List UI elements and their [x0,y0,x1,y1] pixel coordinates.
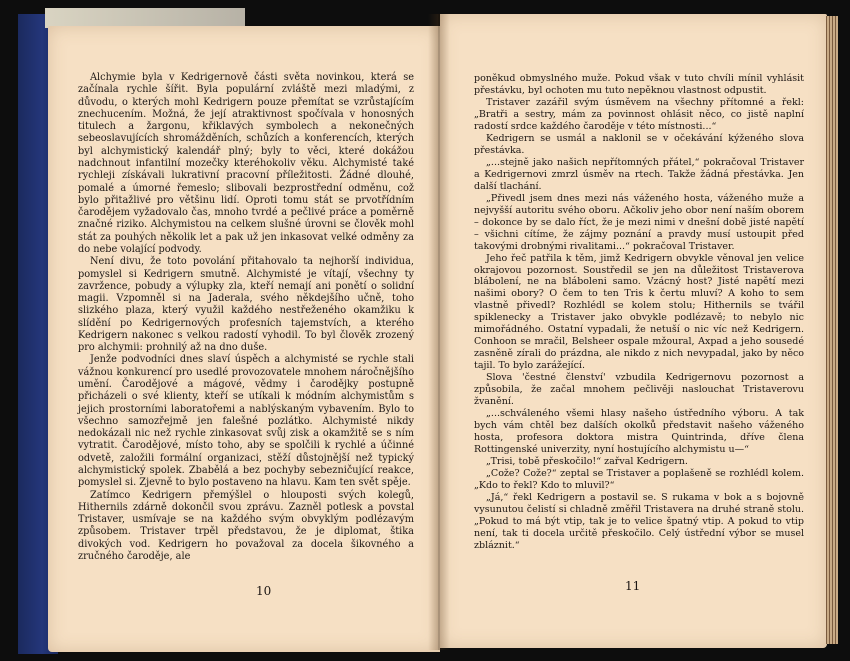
paragraph: Jenže podvodníci dnes slaví úspěch a alchymisté se rychle stali vážnou konkurencí pro usedlé provozovatele mnohem náročnějšího umění. Čarodějové a mágové, vědmy i čarodějky postupně přicházeli o své klienty, kteří se utíkali k módním alchymistům s jejich prostorními laboratořemi a nablýskaným vybavením. Bylo to všechno samozřejmě jen falešné pozlátko. Alchymisté nikdy nedokázali nic než rychle zinkasovat svůj zisk a okamžitě se s ním vytratit. Čarodějové, místo toho, aby se spolčili k rychlé a účinné odvetě, založili formální organizaci, stěží důstojnější než typický alchymistický spolek. Zbabělá a bez pochyby sebezničující reakce, pomyslel si. Zjevně to bylo postaveno na hlavu. Kam ten svět spěje. [78,354,414,489]
paragraph: Kedrigern se usmál a naklonil se v očekávání kýženého slova přestávka. [474,132,804,156]
paragraph: „...schváleného všemi hlasy našeho ústředního výboru. A tak bych vám chtěl bez dalších okolků představit našeho váženého hosta, profesora doktora mistra Quintrinda, dříve člena Rottingenské univerzity, nyní hostujícího alchymistu u—“ [474,408,804,456]
paragraph: poněkud obmyslného muže. Pokud však v tuto chvíli mínil vyhlásit přestávku, byl ochoten mu tuto nepěknou vlastnost odpustit. [474,73,804,96]
paragraph: Alchymie byla v Kedrigernově části světa novinkou, která se začínala rychle šířit. Byla populární zvláště mezi mladými, z důvodu, o kterých mohl Kedrigern pouze přemítat se vzrůstajícím znechucením. Možná, že její atraktivnost spočívala v honosných titulech a žargonu, křiklavých symbolech a nekonečných sebeoslavujících shromážděních, schůzích a konferencích, kterých byl alchymistický kalendář plný; byly to věci, které dokážou nadchnout infantilní mozečky kteréhokoliv věku. Alchymisté také rychleji získávali lukrativní pracovní příležitosti. Žádné dlouhé, pomalé a úmorné řemeslo; slibovali bezprostřední odměnu, což bylo přitažlivé pro většinu lidí. Oproti tomu stát se prvotřídním čarodějem vyžadovalo čas, mnoho tvrdé a pečlivé práce a poměrně značné riziko. Alchymistou na celkem slušné úrovni se člověk mohl stát za pouhých několik let a pak už jen inkasovat velké odměny za do nebe volající podvody. [78,72,414,255]
paragraph: Tristaver zazářil svým úsměvem na všechny přítomné a řekl: „Bratři a sestry, mám za povinnost ohlásit něco, co jistě naplní radostí srdce každého čaroděje v této místnosti...“ [474,96,804,132]
book-cover-top-edge [45,8,245,28]
page-number-right: 11 [625,579,641,593]
right-page-text [474,73,804,552]
paragraph: „Cože? Cože?“ zeptal se Tristaver a poplašeně se rozhlédl kolem. „Kdo to řekl? Kdo to mluvil?“ [474,467,804,491]
book-gutter [428,14,450,650]
left-page-text [78,72,414,563]
page-number-left: 10 [256,584,272,598]
paragraph: Slova 'čestné členství' vzbudila Kedrigernovu pozornost a způsobila, že začal mnohem pečlivěji naslouchat Tristaverovu žvanění. [474,372,804,408]
paragraph: „Trisi, tobě přeskočilo!“ zařval Kedrigern. [486,456,688,467]
page-edges [826,16,838,644]
paragraph: „Já,“ řekl Kedrigern a postavil se. S rukama v bok a s bojovně vysunutou čelistí si chladně změřil Tristavera na druhé straně stolu. „Pokud to má být vtip, tak je to velice špatný vtip. A pokud to vtip není, tak ti docela určitě přeskočilo. Celý ústřední výbor se musel zbláznit.“ [474,491,804,551]
paragraph: „Přivedl jsem dnes mezi nás váženého hosta, váženého muže a nejvyšší autoritu svého oboru. Ačkoliv jeho obor není naším oborem – dokonce by se dalo říct, že je mezi nimi v dnešní době jisté napětí – všichni cítíme, že zájmy poznání a pravdy musí ustoupit před takovými drobnými rivalitami...“ pokračoval Tristaver. [474,192,804,252]
paragraph: Není divu, že toto povolání přitahovalo ta nejhorší individua, pomyslel si Kedrigern smutně. Alchymisté je vítají, všechny ty zavržence, pobudy a výlupky zla, kteří nemají ani ponětí o solidní magii. Vzpomněl si na Jaderala, svého někdejšího učně, toho slizkého plaza, který využil každého nestřeženého okamžiku k slídění po Kedrigernových profesních tajemstvích, a kterého Kedrigern nakonec s velkou radostí vyhodil. To byl člověk zrozený pro alchymii: prohnilý až na dno duše. [78,256,414,354]
paragraph: Jeho řeč patřila k těm, jimž Kedrigern obvykle věnoval jen velice okrajovou pozornost. Soustředil se jen na důležitost Tristaverova blábolení, ne na bláboleni samo. Vzácný host? Jisté napětí mezi našimi obory? O čem to ten Tris k čertu mluví? A koho to sem vlastně přivedl? Rozhlédl se kolem stolu; Hithernils se tvářil spiklenecky a Tristaver jako obvykle podlézavě; to nebylo nic mimořádného. Ostatní vypadali, že netuší o nic víc než Kedrigern. Conhoon se mračil, Belsheer ospale mžoural, Axpad a jeho sousedé zasněně zírali do prázdna, ale nikdo z nich nevypadal, jako by něco tajil. To bylo zarážející. [474,252,804,372]
paragraph: „...stejně jako našich nepřítomných přátel,“ pokračoval Tristaver a Kedrigernovi zmrzl úsměv na rtech. Takže žádná přestávka. Jen další tlachání. [474,156,804,192]
paragraph: Zatímco Kedrigern přemýšlel o hlouposti svých kolegů, Hithernils zdárně dokončil svou zprávu. Zazněl potlesk a povstal Tristaver, usmívaje se na každého svým obvyklým podlézavým způsobem. Tristaver trpěl představou, že je diplomat, štika divokých vod. Kedrigern ho považoval za docela šikovného a zručného čaroděje, ale [78,489,414,562]
